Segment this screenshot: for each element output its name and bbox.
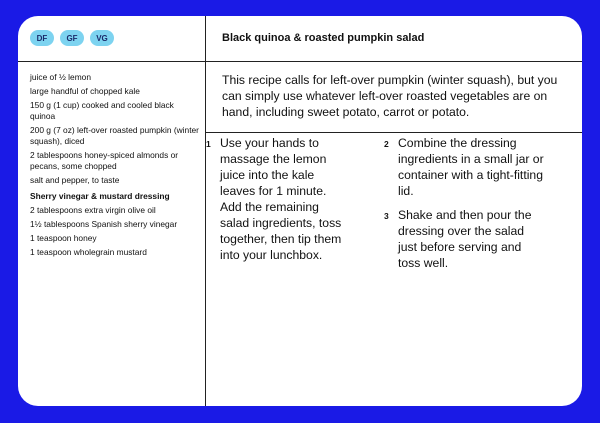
method-step — [384, 135, 544, 199]
dressing-item: 1½ tablespoons Spanish sherry vinegar — [30, 219, 178, 229]
method-step — [206, 135, 346, 263]
step-number: 2 — [384, 139, 389, 149]
step-number: 3 — [384, 211, 389, 221]
step-number: 1 — [206, 139, 211, 149]
dressing-item: 1 teaspoon honey — [30, 233, 97, 243]
step-text: Shake and then pour the dressing over the salad just before serving and toss well. — [398, 208, 532, 270]
step-text: Combine the dressing ingredients in a small jar or container with a tight-fitting lid. — [398, 136, 544, 198]
dressing-heading: Sherry vinegar & mustard dressing — [30, 191, 170, 201]
recipe-intro: This recipe calls for left-over pumpkin (winter squash), but you can simply use whatever left-over roasted vegetables are on hand, including sweet potato, carrot or potato. — [222, 73, 558, 119]
ingredient-item: 2 tablespoons honey-spiced almonds or pecans, some chopped — [30, 150, 179, 171]
ingredient-item: salt and pepper, to taste — [30, 175, 120, 185]
header-divider — [18, 61, 582, 62]
badge-gluten-free: GF — [60, 30, 84, 46]
intro-divider — [206, 132, 582, 133]
ingredient-item: juice of ½ lemon — [30, 72, 91, 82]
ingredient-item: large handful of chopped kale — [30, 86, 140, 96]
recipe-title: Black quinoa & roasted pumpkin salad — [222, 32, 425, 44]
ingredient-item: 200 g (7 oz) left-over roasted pumpkin (winter squash), diced — [30, 125, 199, 146]
method-step — [384, 207, 544, 271]
diet-badges — [30, 30, 114, 46]
dressing-item: 2 tablespoons extra virgin olive oil — [30, 205, 156, 215]
step-text: Use your hands to massage the lemon juice into the kale leaves for 1 minute. Add the remaining salad ingredients, toss together, then tip them into your lunchbox. — [220, 136, 342, 262]
badge-dairy-free: DF — [30, 30, 54, 46]
badge-vegetarian: VG — [90, 30, 114, 46]
ingredients-list — [30, 72, 200, 261]
ingredient-item: 150 g (1 cup) cooked and cooled black quinoa — [30, 100, 174, 121]
dressing-item: 1 teaspoon wholegrain mustard — [30, 247, 147, 257]
